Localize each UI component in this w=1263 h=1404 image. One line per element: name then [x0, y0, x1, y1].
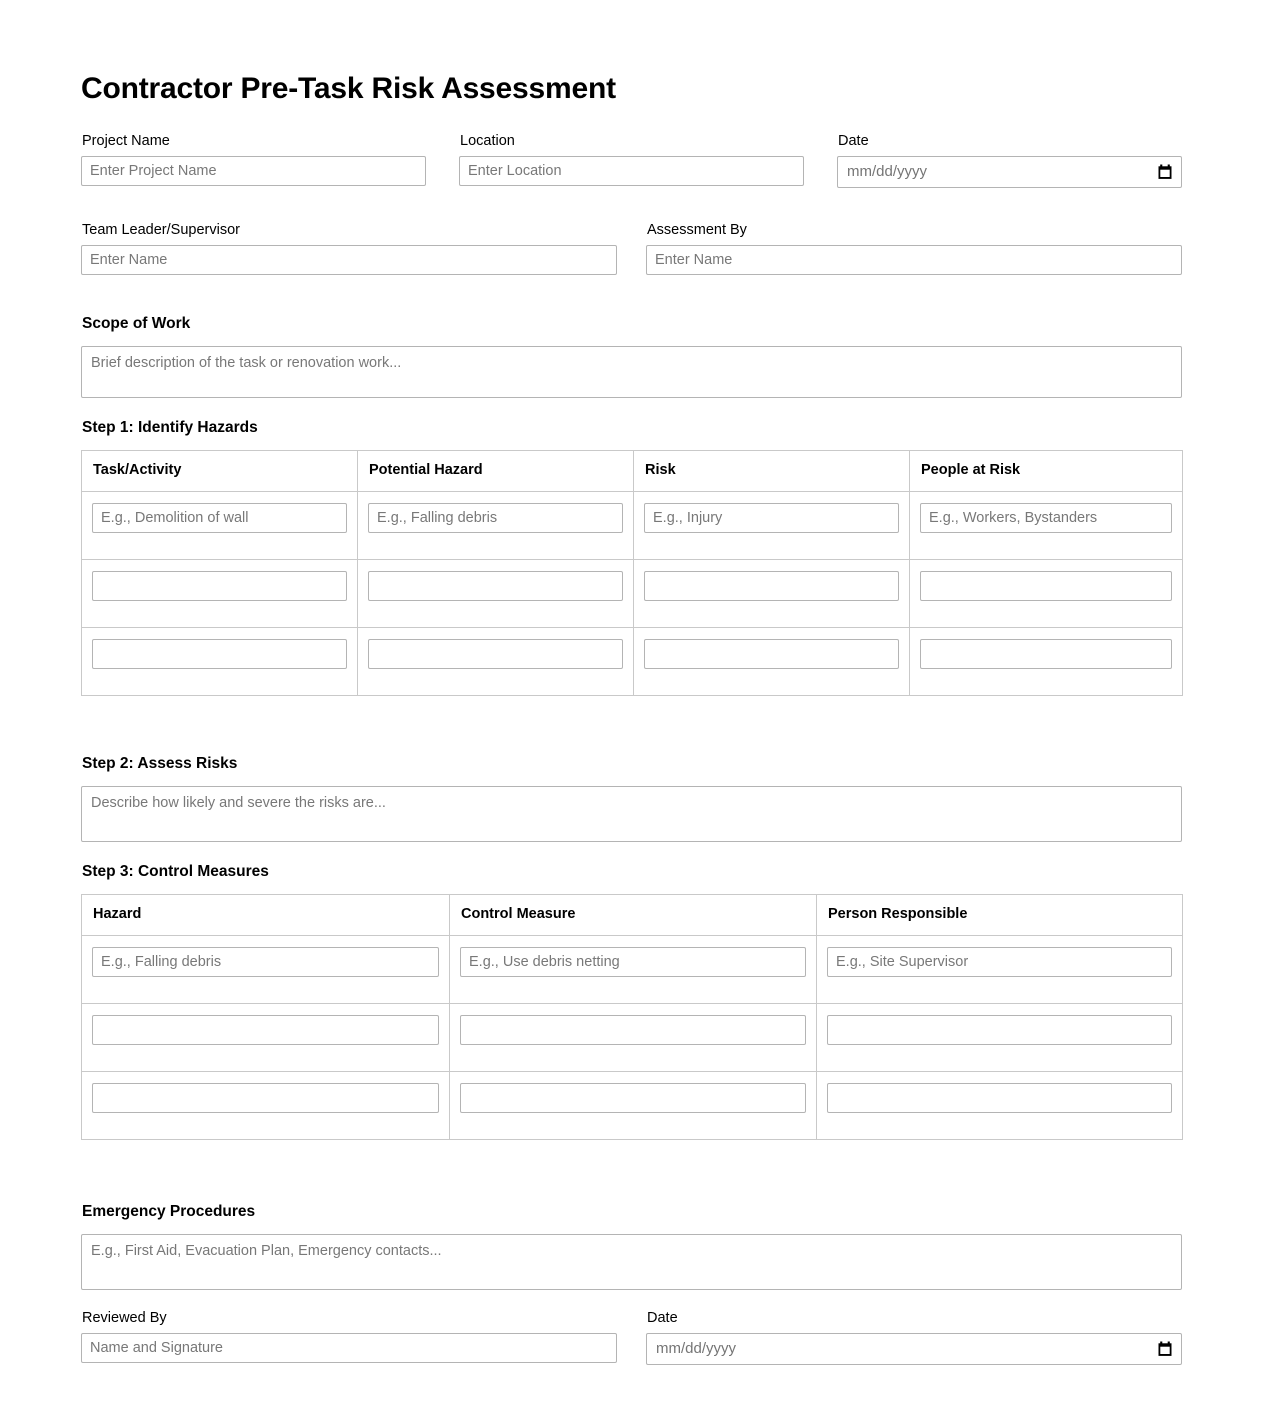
table-cell — [358, 491, 634, 559]
table-cell — [358, 559, 634, 627]
emergency-procedures-heading: Emergency Procedures — [82, 1202, 256, 1220]
table-cell — [82, 935, 450, 1003]
hazards-r2-hazard-input[interactable] — [368, 571, 623, 601]
table-cell — [82, 627, 358, 695]
section-spacer — [81, 716, 1183, 754]
hazards-r1-people-input[interactable] — [920, 503, 1172, 533]
hazards-r1-hazard-input[interactable] — [368, 503, 623, 533]
project-name-input[interactable] — [81, 156, 426, 186]
controls-r2-person-input[interactable] — [827, 1015, 1172, 1045]
date-field-group — [837, 133, 1182, 188]
scope-of-work-textarea[interactable] — [81, 346, 1182, 398]
team-leader-label: Team Leader/Supervisor — [82, 221, 240, 238]
date-label: Date — [838, 132, 869, 149]
controls-r2-measure-input[interactable] — [460, 1015, 806, 1045]
controls-r3-person-input[interactable] — [827, 1083, 1172, 1113]
step2-section — [81, 754, 1183, 842]
table-cell — [82, 1003, 450, 1071]
hazards-r1-risk-input[interactable] — [644, 503, 899, 533]
header-fields-row-1 — [81, 133, 1183, 188]
table-cell — [450, 935, 817, 1003]
project-name-label: Project Name — [82, 132, 170, 149]
table-cell — [817, 935, 1183, 1003]
table-row — [82, 1003, 1183, 1071]
column-header-control-measure: Control Measure — [450, 894, 817, 935]
emergency-procedures-textarea[interactable] — [81, 1234, 1182, 1290]
table-row — [82, 935, 1183, 1003]
column-header-task-activity: Task/Activity — [82, 450, 358, 491]
table-cell — [82, 559, 358, 627]
table-cell — [910, 491, 1183, 559]
emergency-procedures-section — [81, 1202, 1183, 1290]
reviewed-by-label: Reviewed By — [82, 1309, 167, 1326]
scope-of-work-section — [81, 314, 1183, 398]
hazards-r3-risk-input[interactable] — [644, 639, 899, 669]
table-cell — [817, 1071, 1183, 1139]
table-header-row — [82, 450, 1183, 491]
team-leader-field-group — [81, 222, 617, 275]
table-cell — [817, 1003, 1183, 1071]
step1-heading: Step 1: Identify Hazards — [82, 418, 258, 436]
hazards-table — [81, 450, 1183, 696]
hazards-r2-people-input[interactable] — [920, 571, 1172, 601]
table-row — [82, 559, 1183, 627]
reviewed-by-input[interactable] — [81, 1333, 617, 1363]
table-row — [82, 627, 1183, 695]
column-header-person-responsible: Person Responsible — [817, 894, 1183, 935]
hazards-r3-task-input[interactable] — [92, 639, 347, 669]
step3-heading: Step 3: Control Measures — [82, 862, 269, 880]
hazards-r3-people-input[interactable] — [920, 639, 1172, 669]
review-date-input[interactable] — [646, 1333, 1182, 1365]
hazards-r1-task-input[interactable] — [92, 503, 347, 533]
table-cell — [358, 627, 634, 695]
date-input[interactable] — [837, 156, 1182, 188]
table-header-row — [82, 894, 1183, 935]
control-measures-table — [81, 894, 1183, 1140]
controls-r1-person-input[interactable] — [827, 947, 1172, 977]
hazards-r2-risk-input[interactable] — [644, 571, 899, 601]
location-field-group — [459, 133, 804, 188]
table-cell — [82, 491, 358, 559]
location-label: Location — [460, 132, 515, 149]
controls-r2-hazard-input[interactable] — [92, 1015, 439, 1045]
reviewed-by-field-group — [81, 1310, 617, 1365]
step1-section — [81, 418, 1183, 696]
controls-r3-measure-input[interactable] — [460, 1083, 806, 1113]
assessment-by-input[interactable] — [646, 245, 1182, 275]
table-cell — [634, 491, 910, 559]
table-cell — [634, 559, 910, 627]
footer-fields-row — [81, 1310, 1183, 1365]
step3-section — [81, 862, 1183, 1140]
controls-r3-hazard-input[interactable] — [92, 1083, 439, 1113]
table-row — [82, 1071, 1183, 1139]
page-title: Contractor Pre-Task Risk Assessment — [81, 72, 616, 105]
table-cell — [910, 559, 1183, 627]
review-date-input-wrapper — [646, 1333, 1182, 1365]
section-spacer — [81, 1160, 1183, 1202]
location-input[interactable] — [459, 156, 804, 186]
hazards-r3-hazard-input[interactable] — [368, 639, 623, 669]
column-header-risk: Risk — [634, 450, 910, 491]
step2-textarea[interactable] — [81, 786, 1182, 842]
step2-heading: Step 2: Assess Risks — [82, 754, 238, 772]
scope-of-work-heading: Scope of Work — [82, 314, 191, 332]
assessment-by-field-group — [646, 222, 1182, 275]
team-leader-input[interactable] — [81, 245, 617, 275]
table-cell — [910, 627, 1183, 695]
table-cell — [450, 1003, 817, 1071]
header-fields-row-2 — [81, 222, 1183, 275]
table-row — [82, 491, 1183, 559]
project-name-field-group — [81, 133, 426, 188]
review-date-label: Date — [647, 1309, 678, 1326]
table-cell — [450, 1071, 817, 1139]
assessment-by-label: Assessment By — [647, 221, 747, 238]
column-header-people-at-risk: People at Risk — [910, 450, 1183, 491]
review-date-field-group — [646, 1310, 1182, 1365]
date-input-wrapper — [837, 156, 1182, 188]
column-header-hazard: Hazard — [82, 894, 450, 935]
hazards-r2-task-input[interactable] — [92, 571, 347, 601]
controls-r1-hazard-input[interactable] — [92, 947, 439, 977]
table-cell — [634, 627, 910, 695]
controls-r1-measure-input[interactable] — [460, 947, 806, 977]
column-header-potential-hazard: Potential Hazard — [358, 450, 634, 491]
table-cell — [82, 1071, 450, 1139]
